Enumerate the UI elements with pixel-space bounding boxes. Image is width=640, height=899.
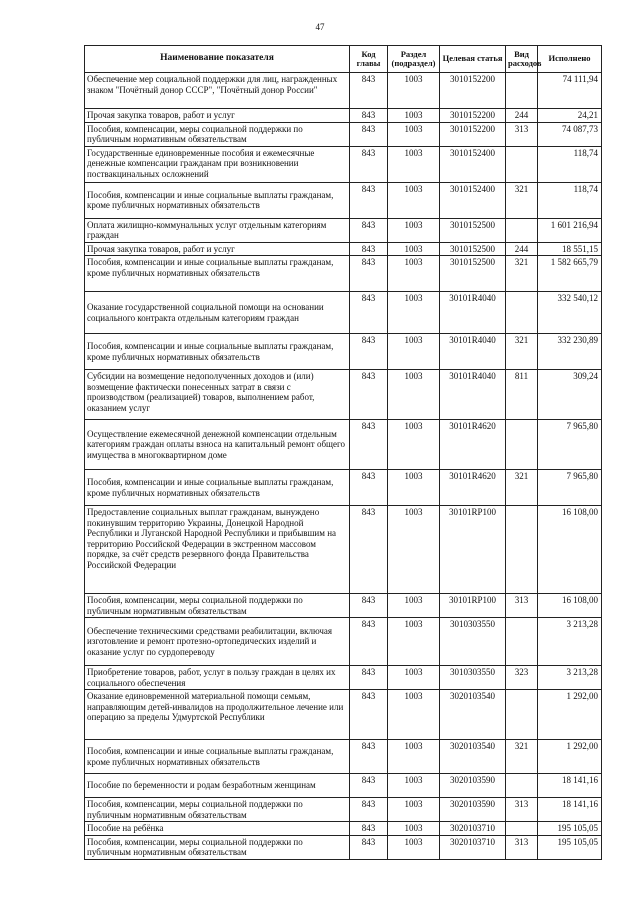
cell-target: 30101R4040 [440,334,506,370]
cell-amount: 332 230,89 [538,334,602,370]
cell-code: 843 [350,666,388,690]
column-header-target: Целевая статья [440,46,506,73]
cell-section: 1003 [388,506,440,594]
table-header-row [85,46,602,73]
cell-target: 30101R4040 [440,370,506,420]
cell-name: Осуществление ежемесячной денежной компенсации отдельным категориям граждан оплаты взноса на капитальный ремонт общего имущества в многоквартирном доме [85,420,350,470]
table-row [85,774,602,798]
cell-amount: 24,21 [538,109,602,123]
cell-code: 843 [350,798,388,822]
cell-section: 1003 [388,73,440,109]
cell-name: Предоставление социальных выплат гражданам, вынуждено покинувшим территорию Украины, Донецкой Народной Республики и Луганской Народной Республики и прибывшим на территорию Российской Федерации в экстренном массовом порядке, за счёт средств резервного фонда Правительства Российской Федерации [85,506,350,594]
cell-section: 1003 [388,242,440,256]
cell-target: 30101RP100 [440,506,506,594]
cell-section: 1003 [388,420,440,470]
cell-target: 3010152200 [440,122,506,146]
cell-amount: 195 105,05 [538,835,602,859]
cell-type [506,774,538,798]
cell-code: 843 [350,256,388,292]
cell-target: 3020103540 [440,690,506,740]
cell-type: 313 [506,122,538,146]
cell-amount: 118,74 [538,146,602,182]
cell-type [506,292,538,334]
cell-amount: 195 105,05 [538,822,602,836]
table-row [85,122,602,146]
cell-section: 1003 [388,835,440,859]
cell-name: Пособия, компенсации, меры социальной поддержки по публичным нормативным обязательствам [85,122,350,146]
cell-name: Обеспечение техническими средствами реабилитации, включая изготовление и ремонт протезно-ортопедических изделий и оказание услуг по сурдопереводу [85,618,350,666]
cell-name: Оплата жилищно-коммунальных услуг отдельным категориям граждан [85,218,350,242]
cell-section: 1003 [388,182,440,218]
table-row [85,182,602,218]
cell-name: Пособия, компенсации, меры социальной поддержки по публичным нормативным обязательствам [85,594,350,618]
cell-target: 3010152400 [440,182,506,218]
column-header-type: Вид расходов [506,46,538,73]
cell-type: 244 [506,109,538,123]
cell-type: 244 [506,242,538,256]
cell-name: Оказание единовременной материальной помощи семьям, направляющим детей-инвалидов на продолжительное лечение или операцию за пределы Удмуртской Республики [85,690,350,740]
cell-target: 30101R4620 [440,420,506,470]
cell-name: Пособия, компенсации, меры социальной поддержки по публичным нормативным обязательствам [85,835,350,859]
cell-target: 3010152200 [440,73,506,109]
table-row [85,73,602,109]
cell-name: Пособие по беременности и родам безработным женщинам [85,774,350,798]
table-row [85,740,602,774]
cell-amount: 74 111,94 [538,73,602,109]
cell-target: 3010152400 [440,146,506,182]
cell-section: 1003 [388,334,440,370]
cell-type [506,690,538,740]
cell-target: 3010152500 [440,218,506,242]
cell-type: 313 [506,594,538,618]
table-row [85,506,602,594]
cell-amount: 18 141,16 [538,774,602,798]
page-number: 47 [315,22,325,32]
cell-section: 1003 [388,122,440,146]
table-row [85,370,602,420]
cell-name: Прочая закупка товаров, работ и услуг [85,242,350,256]
cell-code: 843 [350,822,388,836]
table-row [85,470,602,506]
cell-amount: 332 540,12 [538,292,602,334]
cell-type [506,218,538,242]
cell-target: 3020103710 [440,835,506,859]
cell-target: 3010152500 [440,256,506,292]
cell-code: 843 [350,334,388,370]
cell-code: 843 [350,618,388,666]
cell-name: Прочая закупка товаров, работ и услуг [85,109,350,123]
table-row [85,618,602,666]
cell-type: 321 [506,256,538,292]
cell-amount: 1 292,00 [538,690,602,740]
cell-target: 3010303550 [440,666,506,690]
cell-section: 1003 [388,109,440,123]
cell-section: 1003 [388,292,440,334]
cell-type: 321 [506,182,538,218]
cell-code: 843 [350,292,388,334]
table-row [85,334,602,370]
cell-code: 843 [350,506,388,594]
cell-code: 843 [350,594,388,618]
cell-type: 313 [506,798,538,822]
cell-amount: 3 213,28 [538,666,602,690]
cell-type: 313 [506,835,538,859]
cell-amount: 7 965,80 [538,420,602,470]
cell-code: 843 [350,740,388,774]
cell-code: 843 [350,242,388,256]
cell-amount: 1 292,00 [538,740,602,774]
cell-amount: 1 601 216,94 [538,218,602,242]
cell-type [506,618,538,666]
cell-section: 1003 [388,690,440,740]
cell-amount: 3 213,28 [538,618,602,666]
cell-type [506,822,538,836]
cell-target: 3020103540 [440,740,506,774]
column-header-section: Раздел (подраздел) [388,46,440,73]
column-header-code: Код главы [350,46,388,73]
cell-section: 1003 [388,146,440,182]
cell-amount: 309,24 [538,370,602,420]
cell-target: 3020103590 [440,774,506,798]
cell-type: 811 [506,370,538,420]
cell-name: Пособия, компенсации и иные социальные выплаты гражданам, кроме публичных нормативных обязательств [85,334,350,370]
cell-section: 1003 [388,740,440,774]
cell-amount: 18 141,16 [538,798,602,822]
cell-amount: 16 108,00 [538,506,602,594]
table-row [85,594,602,618]
cell-amount: 16 108,00 [538,594,602,618]
cell-target: 3020103710 [440,822,506,836]
cell-code: 843 [350,109,388,123]
cell-type [506,73,538,109]
cell-amount: 7 965,80 [538,470,602,506]
cell-code: 843 [350,370,388,420]
cell-code: 843 [350,470,388,506]
cell-code: 843 [350,690,388,740]
cell-name: Субсидии на возмещение недополученных доходов и (или) возмещение фактически понесенных затрат в связи с производством (реализацией) товаров, выполнением работ, оказанием услуг [85,370,350,420]
cell-amount: 1 582 665,79 [538,256,602,292]
cell-type [506,146,538,182]
cell-name: Обеспечение мер социальной поддержки для лиц, награжденных знаком "Почётный донор СССР", "Почётный донор России" [85,73,350,109]
column-header-done: Исполнено [538,46,602,73]
cell-name: Приобретение товаров, работ, услуг в пользу граждан в целях их социального обеспечения [85,666,350,690]
cell-code: 843 [350,420,388,470]
table-row [85,835,602,859]
cell-section: 1003 [388,822,440,836]
cell-target: 3010152500 [440,242,506,256]
table-row [85,690,602,740]
table-row [85,146,602,182]
cell-target: 3010303550 [440,618,506,666]
cell-name: Пособия, компенсации и иные социальные выплаты гражданам, кроме публичных нормативных обязательств [85,182,350,218]
cell-name: Пособия, компенсации и иные социальные выплаты гражданам, кроме публичных нормативных обязательств [85,470,350,506]
cell-code: 843 [350,218,388,242]
cell-type: 321 [506,334,538,370]
cell-target: 3020103590 [440,798,506,822]
table-row [85,109,602,123]
cell-section: 1003 [388,666,440,690]
cell-target: 30101RP100 [440,594,506,618]
cell-target: 30101R4620 [440,470,506,506]
cell-code: 843 [350,122,388,146]
cell-type: 321 [506,740,538,774]
cell-section: 1003 [388,774,440,798]
cell-amount: 118,74 [538,182,602,218]
cell-section: 1003 [388,256,440,292]
cell-section: 1003 [388,798,440,822]
table-row [85,242,602,256]
cell-section: 1003 [388,470,440,506]
cell-name: Пособие на ребёнка [85,822,350,836]
cell-section: 1003 [388,594,440,618]
cell-type: 323 [506,666,538,690]
cell-code: 843 [350,835,388,859]
cell-name: Пособия, компенсации, меры социальной поддержки по публичным нормативным обязательствам [85,798,350,822]
column-header-name: Наименование показателя [85,46,350,73]
table-row [85,822,602,836]
cell-name: Государственные единовременные пособия и ежемесячные денежные компенсации гражданам при возникновении поствакцинальных осложнений [85,146,350,182]
cell-name: Пособия, компенсации и иные социальные выплаты гражданам, кроме публичных нормативных обязательств [85,740,350,774]
cell-type [506,420,538,470]
table-row [85,666,602,690]
cell-amount: 74 087,73 [538,122,602,146]
cell-target: 3010152200 [440,109,506,123]
cell-code: 843 [350,774,388,798]
cell-type: 321 [506,470,538,506]
budget-table [84,45,602,860]
cell-type [506,506,538,594]
table-row [85,292,602,334]
cell-code: 843 [350,146,388,182]
table-row [85,256,602,292]
cell-name: Пособия, компенсации и иные социальные выплаты гражданам, кроме публичных нормативных обязательств [85,256,350,292]
cell-section: 1003 [388,618,440,666]
cell-section: 1003 [388,218,440,242]
table-row [85,420,602,470]
cell-name: Оказание государственной социальной помощи на основании социального контракта отдельным категориям граждан [85,292,350,334]
table-row [85,798,602,822]
cell-code: 843 [350,182,388,218]
cell-target: 30101R4040 [440,292,506,334]
cell-amount: 18 551,15 [538,242,602,256]
table-row [85,218,602,242]
cell-code: 843 [350,73,388,109]
cell-section: 1003 [388,370,440,420]
